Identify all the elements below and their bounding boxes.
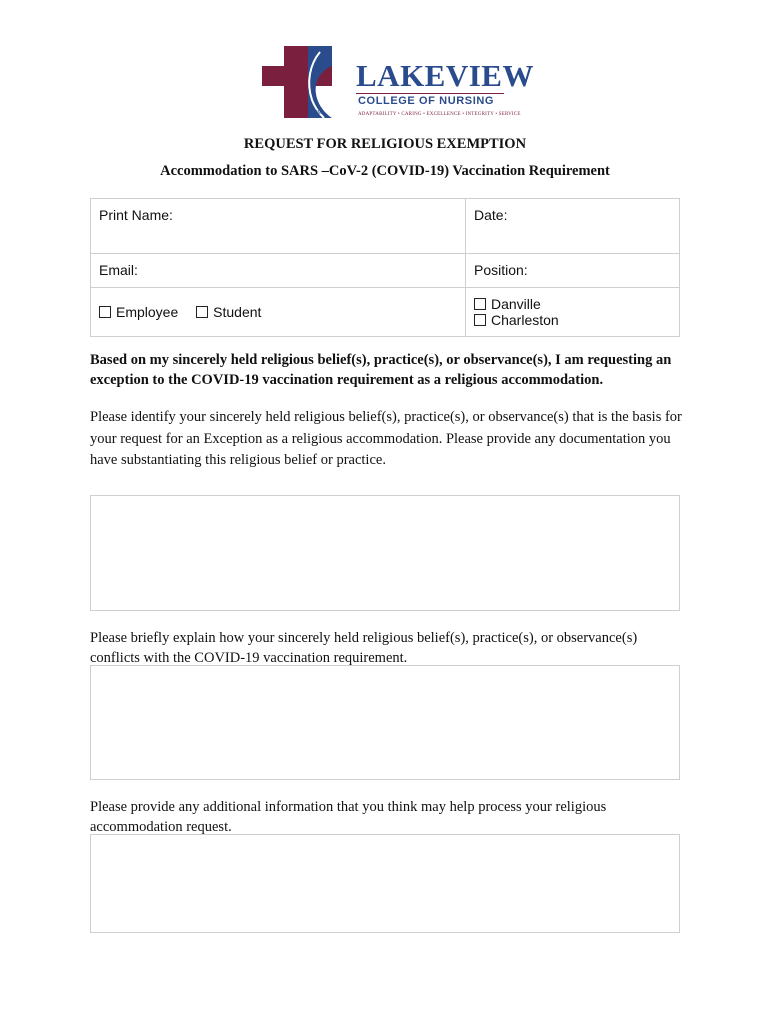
position-label: Position: xyxy=(474,262,528,278)
employee-checkbox[interactable] xyxy=(99,306,111,318)
charleston-option[interactable] xyxy=(474,312,559,328)
question-additional: Please provide any additional information that you think may help process your religious accommodation request. xyxy=(90,799,607,835)
employee-label: Employee xyxy=(116,304,179,320)
logo-subtitle: COLLEGE OF NURSING xyxy=(358,95,495,107)
logo-values: ADAPTABILITY • CARING • EXCELLENCE • INTEGRITY • SERVICE xyxy=(358,112,521,117)
conflict-answer-box[interactable] xyxy=(90,665,680,780)
email-field[interactable] xyxy=(91,254,466,288)
additional-answer-box[interactable] xyxy=(90,834,680,933)
college-logo xyxy=(262,44,534,122)
danville-option[interactable] xyxy=(474,296,541,312)
question-conflict: Please briefly explain how your sincerely held religious belief(s), practice(s), or observance(s) conflicts with the COVID-19 vaccination requirement. xyxy=(90,630,638,666)
logo-divider xyxy=(356,93,504,94)
charleston-checkbox[interactable] xyxy=(474,314,486,326)
charleston-label: Charleston xyxy=(491,312,559,328)
danville-checkbox[interactable] xyxy=(474,298,486,310)
position-field[interactable] xyxy=(466,254,680,288)
print-name-field[interactable] xyxy=(91,199,466,254)
form-subtitle: Accommodation to SARS –CoV-2 (COVID-19) Vaccination Requirement xyxy=(160,163,610,179)
role-options xyxy=(91,288,466,337)
date-field[interactable] xyxy=(466,199,680,254)
info-table xyxy=(90,198,680,337)
student-option[interactable] xyxy=(196,304,261,320)
date-label: Date: xyxy=(474,207,508,223)
campus-options xyxy=(466,288,680,337)
student-label: Student xyxy=(213,304,262,320)
logo-name: LAKEVIEW xyxy=(356,58,534,93)
email-label: Email: xyxy=(99,262,138,278)
cross-logo-icon xyxy=(262,44,352,122)
request-statement: Based on my sincerely held religious belief(s), practice(s), or observance(s), I am requesting an exception to the COVID-19 vaccination requirement as a religious accommodation. xyxy=(90,352,672,388)
student-checkbox[interactable] xyxy=(196,306,208,318)
employee-option[interactable] xyxy=(99,304,178,320)
print-name-label: Print Name: xyxy=(99,207,173,223)
question-belief: Please identify your sincerely held religious belief(s), practice(s), or observance(s) that is the basis for your request for an Exception as a religious accommodation. Please provide any documentation you have substantiating this religious belief or practice. xyxy=(90,409,682,468)
form-title: REQUEST FOR RELIGIOUS EXEMPTION xyxy=(243,136,527,152)
danville-label: Danville xyxy=(491,296,541,312)
belief-answer-box[interactable] xyxy=(90,495,680,611)
service-mark: SM xyxy=(314,110,322,116)
